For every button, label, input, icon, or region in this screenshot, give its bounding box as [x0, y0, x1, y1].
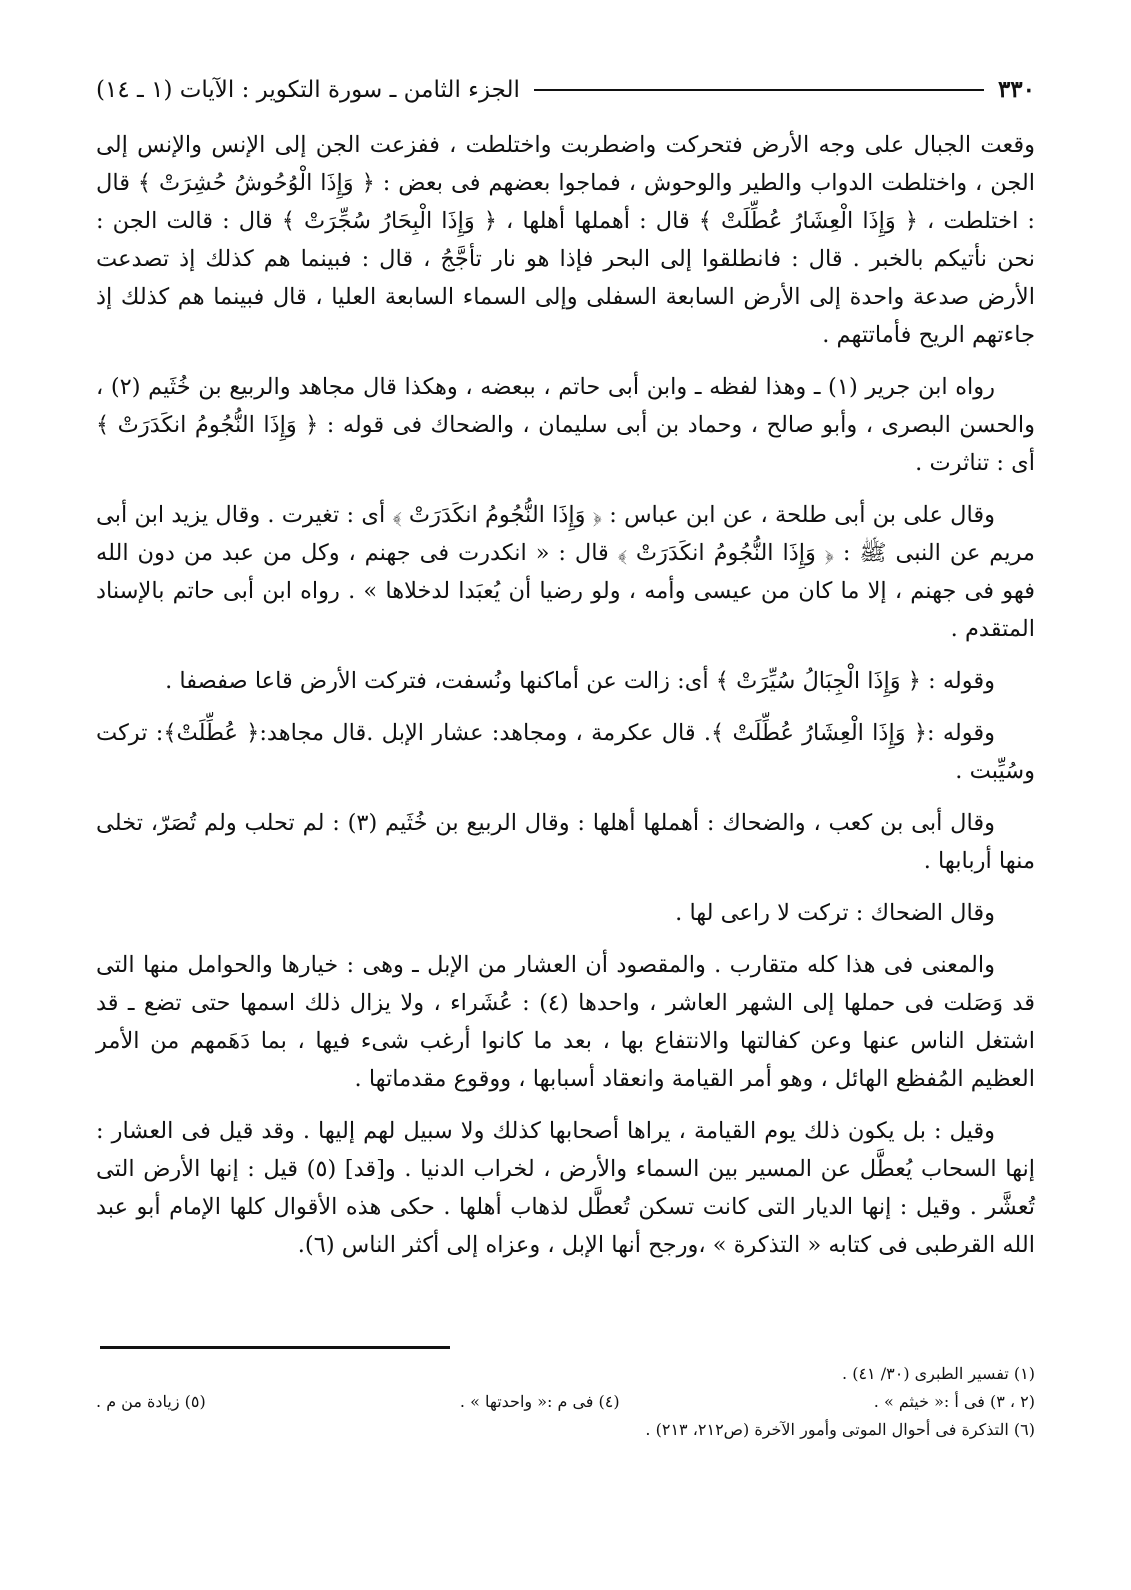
- footnote-2-3: (٢ ، ٣) فى أ :« خيثم » .: [873, 1392, 1035, 1411]
- footnote-row: [96, 1360, 1035, 1388]
- footnote-5: (٥) زيادة من م .: [96, 1392, 206, 1411]
- paragraph-4: وقوله : ﴿ وَإِذَا الْجِبَالُ سُيِّرَتْ ﴾ أى: زالت عن أماكنها ونُسفت، فتركت الأرض قاعا صفصفا .: [165, 668, 995, 694]
- page-number: ٣٣٠: [997, 76, 1035, 103]
- footnotes: [96, 1360, 1035, 1444]
- paragraph-7: وقال الضحاك : تركت لا راعى لها .: [675, 900, 995, 926]
- paragraph-3: وقال على بن أبى طلحة ، عن ابن عباس : ﴿ وَإِذَا النُّجُومُ انكَدَرَتْ ﴾ أى : تغيرت . وقال يزيد ابن أبى مريم عن النبى ﷺ : ﴿ وَإِذَا النُّجُومُ انكَدَرَتْ ﴾ قال : « انكدرت فى جهنم ، وكل من عبد من دون الله فهو فى جهنم ، إلا ما كان من عيسى وأمه ، ولو رضيا أن يُعبَدا لدخلاها » . رواه ابن أبى حاتم بالإسناد المتقدم .: [96, 502, 1035, 642]
- paragraph-1: وقعت الجبال على وجه الأرض فتحركت واضطربت واختلطت ، ففزعت الجن إلى الإنس والإنس إلى الجن ، واختلطت الدواب والطير والوحوش ، فماجوا بعضهم فى بعض : ﴿ وَإِذَا الْوُحُوشُ حُشِرَتْ ﴾ قال : اختلطت ، ﴿ وَإِذَا الْعِشَارُ عُطِّلَتْ ﴾ قال : أهملها أهلها ، ﴿ وَإِذَا الْبِحَارُ سُجِّرَتْ ﴾ قال : قالت الجن : نحن نأتيكم بالخبر . قال : فانطلقوا إلى البحر فإذا هو نار تأجَّجُ ، قال : فبينما هم كذلك إذ تصدعت الأرض صدعة واحدة إلى الأرض السابعة السفلى وإلى السماء السابعة العليا ، قال فبينما هم كذلك إذ جاءتهم الريح فأماتتهم .: [96, 132, 1035, 348]
- paragraph-8: والمعنى فى هذا كله متقارب . والمقصود أن العشار من الإبل ـ وهى : خيارها والحوامل منها التى قد وَصَلت فى حملها إلى الشهر العاشر ، واحدها (٤) : عُشَراء ، ولا يزال ذلك اسمها حتى تضع ـ قد اشتغل الناس عنها وعن كفالتها والانتفاع بها ، بعد ما كانوا أرغب شىء فيها ، بما دَهَمهم من الأمر العظيم المُفظع الهائل ، وهو أمر القيامة وانعقاد أسبابها ، ووقوع مقدماتها .: [96, 952, 1036, 1092]
- footnote-6: (٦) التذكرة فى أحوال الموتى وأمور الآخرة (ص٢١٢، ٢١٣) .: [645, 1420, 1035, 1439]
- paragraph-9: وقيل : بل يكون ذلك يوم القيامة ، يراها أصحابها كذلك ولا سبيل لهم إليها . وقد قيل فى العشار : إنها السحاب يُعطَّل عن المسير بين السماء والأرض ، لخراب الدنيا . و[قد] (٥) قيل : إنها الأرض التى تُعشَّر . وقيل : إنها الديار التى كانت تسكن تُعطَّل لذهاب أهلها . حكى هذه الأقوال كلها الإمام أبو عبد الله القرطبى فى كتابه « التذكرة » ،ورجح أنها الإبل ، وعزاه إلى أكثر الناس (٦).: [96, 1118, 1035, 1258]
- footnote-row: [96, 1388, 1035, 1416]
- footnote-rule: [100, 1346, 450, 1349]
- header-rule: [534, 89, 984, 91]
- footnote-4: (٤) فى م :« واحدتها » .: [459, 1392, 620, 1411]
- header-title: الجزء الثامن ـ سورة التكوير : الآيات (١ ـ ١٤): [96, 77, 520, 103]
- footnote-row: [96, 1416, 1035, 1444]
- paragraph-6: وقال أبى بن كعب ، والضحاك : أهملها أهلها : وقال الربيع بن خُثَيم (٣) : لم تحلب ولم تُصَرّ، تخلى منها أربابها .: [96, 810, 1035, 874]
- footnote-1: (١) تفسير الطبرى (٣٠/ ٤١) .: [842, 1364, 1035, 1383]
- paragraph-2: رواه ابن جرير (١) ـ وهذا لفظه ـ وابن أبى حاتم ، ببعضه ، وهكذا قال مجاهد والربيع بن خُثَيم (٢) ، والحسن البصرى ، وأبو صالح ، وحماد بن أبى سليمان ، والضحاك فى قوله : ﴿ وَإِذَا النُّجُومُ انكَدَرَتْ ﴾ أى : تناثرت .: [96, 374, 1035, 476]
- running-header: [96, 72, 1035, 108]
- page-body: [96, 126, 1035, 1264]
- paragraph-5: وقوله :﴿ وَإِذَا الْعِشَارُ عُطِّلَتْ ﴾. قال عكرمة ، ومجاهد: عشار الإبل .قال مجاهد:﴿ عُطِّلَتْ﴾: تركت وسُيِّبت .: [96, 720, 1035, 784]
